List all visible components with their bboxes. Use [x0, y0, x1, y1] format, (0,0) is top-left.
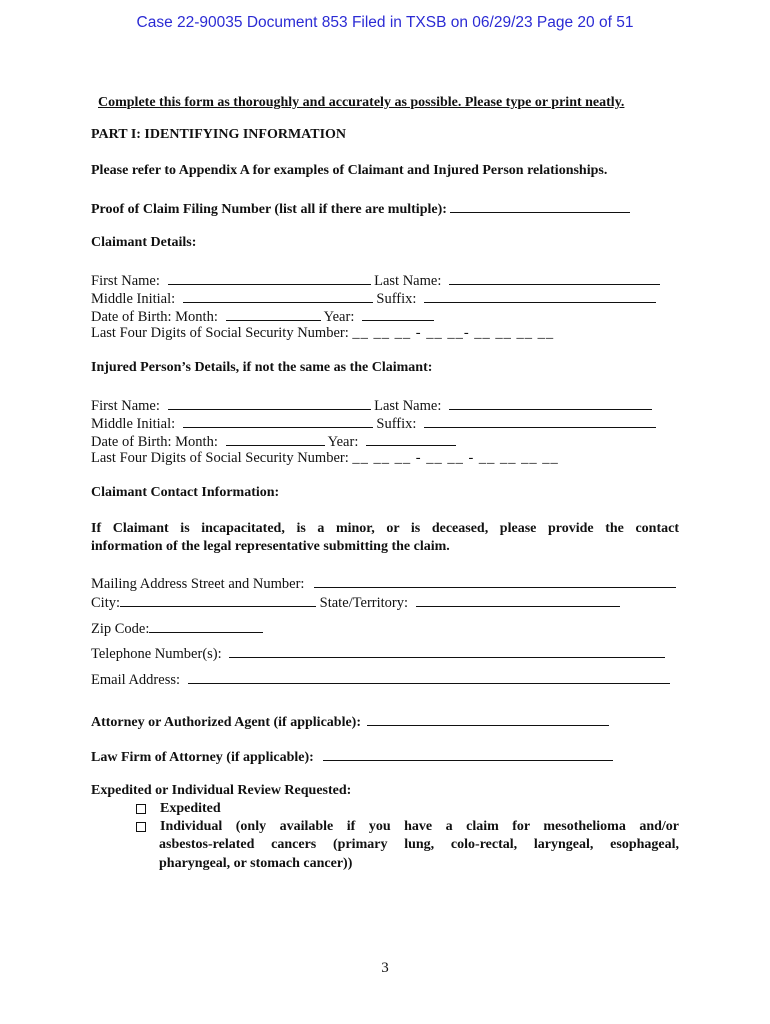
injured-first-name-row	[91, 396, 652, 415]
review-heading: Expedited or Individual Review Requested:	[91, 783, 352, 798]
claimant-ssn-field[interactable]: __ __ __ - __ __- __ __ __ __	[352, 325, 555, 341]
mailing-address-row	[91, 574, 676, 593]
claimant-middle-initial-label: Middle Initial:	[91, 291, 176, 307]
injured-middle-initial-field[interactable]	[183, 414, 373, 428]
claimant-suffix-label: Suffix:	[376, 291, 417, 307]
contact-note-line2: information of the legal representative submitting the claim.	[91, 539, 450, 554]
claimant-ssn-label: Last Four Digits of Social Security Number:	[91, 325, 349, 341]
attorney-row	[91, 712, 609, 731]
injured-ssn-row	[91, 450, 559, 467]
injured-person-heading: Injured Person’s Details, if not the same as the Claimant:	[91, 360, 433, 375]
attorney-label: Attorney or Authorized Agent (if applicable):	[91, 715, 361, 730]
claimant-middle-initial-field[interactable]	[183, 289, 373, 303]
expedited-checkbox[interactable]	[136, 804, 146, 814]
proof-of-claim-label: Proof of Claim Filing Number (list all if there are multiple):	[91, 202, 447, 217]
email-row	[91, 670, 670, 689]
proof-of-claim-field[interactable]	[450, 199, 630, 213]
zip-field[interactable]	[149, 619, 263, 633]
contact-heading: Claimant Contact Information:	[91, 485, 280, 500]
mailing-address-field[interactable]	[314, 574, 676, 588]
injured-middle-initial-label: Middle Initial:	[91, 416, 176, 432]
law-firm-field[interactable]	[323, 747, 613, 761]
case-header: Case 22-90035 Document 853 Filed in TXSB on 06/29/23 Page 20 of 51	[136, 14, 634, 31]
zip-label: Zip Code:	[91, 621, 150, 637]
claimant-dob-year-label: Year:	[323, 309, 355, 325]
claimant-ssn-row	[91, 325, 554, 342]
injured-first-name-field[interactable]	[168, 396, 371, 410]
injured-dob-year-field[interactable]	[366, 432, 456, 446]
injured-first-name-label: First Name:	[91, 398, 160, 414]
mailing-address-label: Mailing Address Street and Number:	[91, 576, 305, 592]
law-firm-row	[91, 747, 613, 766]
claimant-middle-initial-row	[91, 289, 656, 308]
attorney-field[interactable]	[367, 712, 609, 726]
injured-ssn-label: Last Four Digits of Social Security Number:	[91, 450, 349, 466]
claimant-last-name-label: Last Name:	[374, 273, 442, 289]
email-field[interactable]	[188, 670, 670, 684]
individual-label-line1: Individual (only available if you have a claim for mesothelioma and/or	[160, 819, 679, 834]
injured-last-name-label: Last Name:	[374, 398, 442, 414]
claimant-last-name-field[interactable]	[449, 271, 660, 285]
injured-dob-label: Date of Birth: Month:	[91, 434, 218, 450]
claimant-first-name-label: First Name:	[91, 273, 160, 289]
injured-middle-initial-row	[91, 414, 656, 433]
page-number: 3	[381, 960, 389, 976]
claimant-dob-row	[91, 307, 434, 326]
claimant-first-name-row	[91, 271, 660, 290]
injured-dob-row	[91, 432, 456, 451]
claimant-details-heading: Claimant Details:	[91, 235, 197, 250]
telephone-label: Telephone Number(s):	[91, 646, 222, 662]
injured-dob-year-label: Year:	[327, 434, 359, 450]
law-firm-label: Law Firm of Attorney (if applicable):	[91, 750, 314, 765]
claimant-dob-month-field[interactable]	[226, 307, 321, 321]
individual-label-line2: asbestos-related cancers (primary lung, colo-rectal, laryngeal, esophageal,	[159, 837, 679, 852]
claimant-first-name-field[interactable]	[168, 271, 371, 285]
city-field[interactable]	[120, 593, 316, 607]
injured-suffix-field[interactable]	[424, 414, 656, 428]
injured-suffix-label: Suffix:	[376, 416, 417, 432]
state-field[interactable]	[416, 593, 620, 607]
telephone-field[interactable]	[229, 644, 665, 658]
injured-last-name-field[interactable]	[449, 396, 652, 410]
state-label: State/Territory:	[319, 595, 409, 611]
appendix-note: Please refer to Appendix A for examples of Claimant and Injured Person relationships.	[91, 163, 608, 178]
contact-note-line1: If Claimant is incapacitated, is a minor, or is deceased, please provide the contact	[91, 521, 679, 536]
city-state-row	[91, 593, 620, 612]
claimant-suffix-field[interactable]	[424, 289, 656, 303]
telephone-row	[91, 644, 665, 663]
individual-label-line3: pharyngeal, or stomach cancer))	[159, 856, 353, 871]
injured-dob-month-field[interactable]	[226, 432, 325, 446]
expedited-label: Expedited	[160, 801, 221, 816]
email-label: Email Address:	[91, 672, 181, 688]
proof-of-claim-row	[91, 199, 630, 218]
individual-checkbox[interactable]	[136, 822, 146, 832]
part-title: PART I: IDENTIFYING INFORMATION	[91, 127, 347, 142]
city-label: City:	[91, 595, 121, 611]
injured-ssn-field[interactable]: __ __ __ - __ __ - __ __ __ __	[352, 450, 559, 466]
form-instructions: Complete this form as thoroughly and accurately as possible. Please type or print neatly.	[98, 95, 625, 110]
claimant-dob-label: Date of Birth: Month:	[91, 309, 218, 325]
claimant-dob-year-field[interactable]	[362, 307, 434, 321]
zip-row	[91, 619, 263, 638]
